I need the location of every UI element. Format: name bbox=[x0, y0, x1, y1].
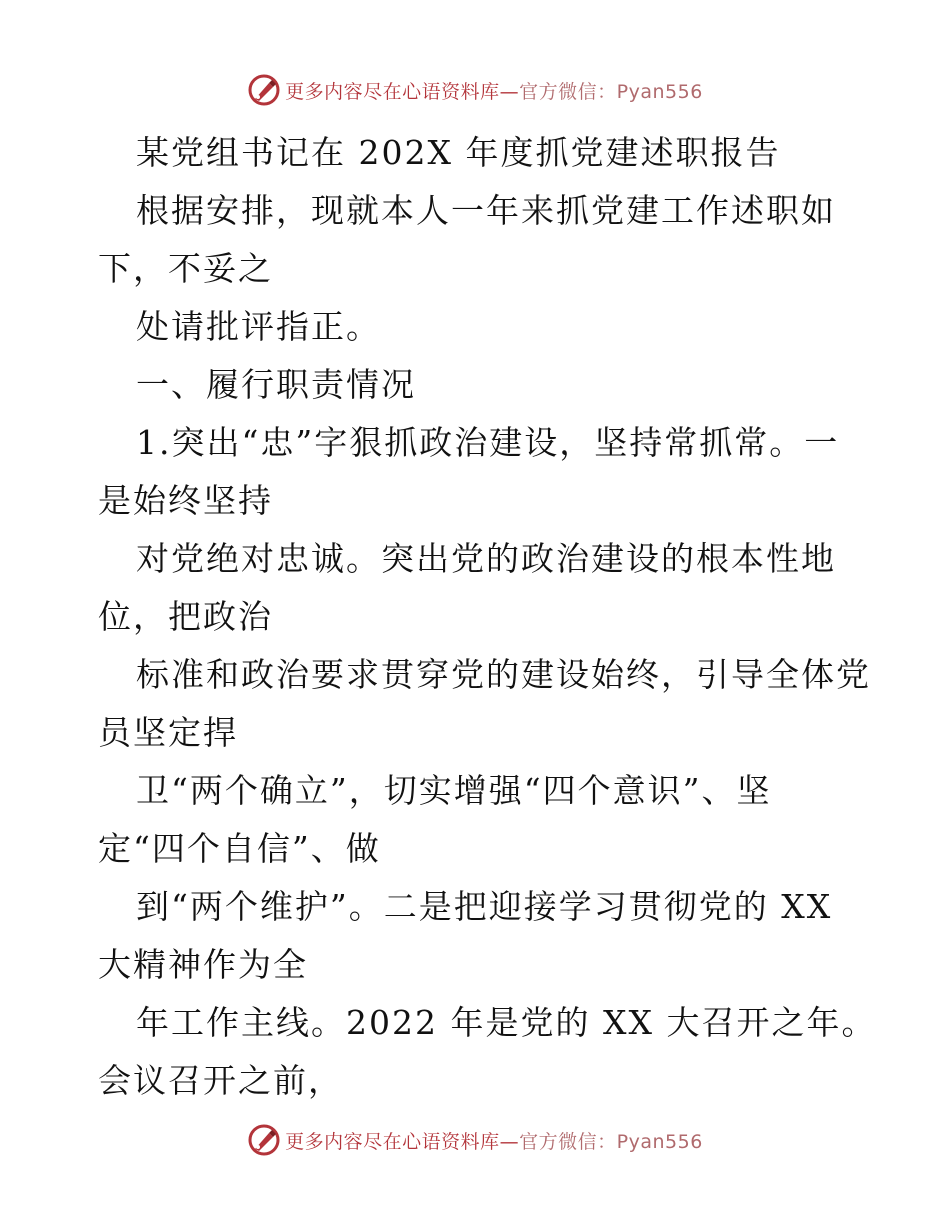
section-heading: 一、履行职责情况 bbox=[136, 365, 416, 404]
watermark-footer bbox=[0, 1120, 950, 1160]
watermark-wechat: 官方微信：Pyan556 bbox=[519, 1130, 703, 1153]
watermark-brand: 更多内容尽在心语资料库 bbox=[285, 1130, 500, 1153]
paragraph-line: 对党绝对忠诚。突出党的政治建设的根本性地 bbox=[136, 539, 836, 578]
watermark-separator: — bbox=[499, 1130, 520, 1153]
paragraph-line: 位，把政治 bbox=[98, 597, 273, 636]
paragraph-line: 定“四个自信”、做 bbox=[98, 829, 381, 868]
paragraph-line: 年工作主线。2022 年是党的 XX 大召开之年。 bbox=[136, 1003, 877, 1042]
paragraph-line: 会议召开之前， bbox=[98, 1061, 343, 1100]
paragraph-line: 根据安排，现就本人一年来抓党建工作述职如 bbox=[136, 191, 836, 230]
watermark-wechat: 官方微信：Pyan556 bbox=[519, 80, 703, 103]
paragraph-line: 处请批评指正。 bbox=[136, 307, 381, 346]
paragraph-line: 到“两个维护”。二是把迎接学习贯彻党的 XX bbox=[136, 887, 833, 926]
paragraph-line: 是始终坚持 bbox=[98, 481, 273, 520]
watermark-text bbox=[285, 1127, 703, 1154]
fountain-pen-logo-icon bbox=[247, 73, 281, 107]
watermark-brand: 更多内容尽在心语资料库 bbox=[285, 80, 500, 103]
watermark-text bbox=[285, 77, 703, 104]
paragraph-line: 1.突出“忠”字狠抓政治建设，坚持常抓常。一 bbox=[136, 423, 840, 462]
paragraph-line: 卫“两个确立”，切实增强“四个意识”、坚 bbox=[136, 771, 772, 810]
paragraph-line: 下，不妥之 bbox=[98, 249, 273, 288]
watermark-header bbox=[0, 70, 950, 110]
paragraph-line: 员坚定捍 bbox=[98, 713, 238, 752]
document-title: 某党组书记在 202X 年度抓党建述职报告 bbox=[136, 133, 781, 172]
fountain-pen-logo-icon bbox=[247, 1123, 281, 1157]
document-body bbox=[98, 124, 877, 1110]
paragraph-line: 大精神作为全 bbox=[98, 945, 308, 984]
paragraph-line: 标准和政治要求贯穿党的建设始终，引导全体党 bbox=[136, 655, 871, 694]
watermark-separator: — bbox=[499, 80, 520, 103]
